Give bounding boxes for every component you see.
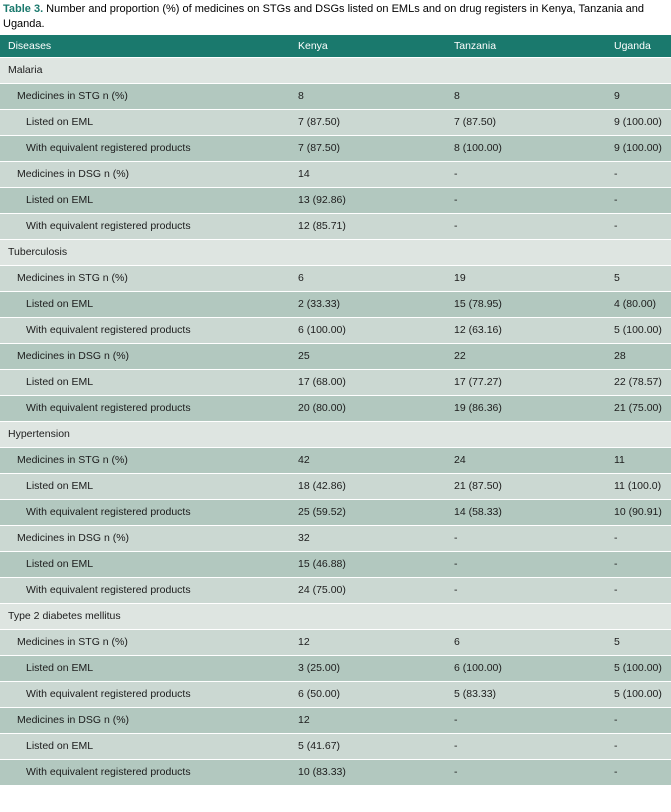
- cell-kenya: 25 (59.52): [290, 499, 446, 525]
- cell-uganda: -: [606, 551, 671, 577]
- table-row: [0, 213, 671, 239]
- cell-uganda: 9: [606, 83, 671, 109]
- cell-tanzania: -: [446, 759, 606, 785]
- cell-kenya: 25: [290, 343, 446, 369]
- table-row: [0, 343, 671, 369]
- cell-uganda: 5: [606, 629, 671, 655]
- cell-tanzania: 6 (100.00): [446, 655, 606, 681]
- table-row: [0, 447, 671, 473]
- cell-tanzania: -: [446, 551, 606, 577]
- table-row: [0, 369, 671, 395]
- row-label: Listed on EML: [0, 291, 290, 317]
- row-label: Medicines in DSG n (%): [0, 525, 290, 551]
- cell-uganda: -: [606, 707, 671, 733]
- cell-kenya: 18 (42.86): [290, 473, 446, 499]
- cell-uganda: -: [606, 759, 671, 785]
- table-header: [0, 35, 671, 57]
- row-label: Listed on EML: [0, 473, 290, 499]
- section-row: [0, 57, 671, 83]
- cell-uganda: 4 (80.00): [606, 291, 671, 317]
- row-label: Listed on EML: [0, 655, 290, 681]
- cell-tanzania: 8: [446, 83, 606, 109]
- cell-tanzania: -: [446, 577, 606, 603]
- cell-uganda: 5: [606, 265, 671, 291]
- cell-uganda: -: [606, 187, 671, 213]
- cell-kenya: 7 (87.50): [290, 109, 446, 135]
- cell-tanzania: -: [446, 213, 606, 239]
- section-label: Malaria: [0, 57, 671, 83]
- cell-kenya: 2 (33.33): [290, 291, 446, 317]
- table-row: [0, 109, 671, 135]
- cell-uganda: 11: [606, 447, 671, 473]
- column-header-uganda: Uganda: [606, 35, 671, 57]
- cell-kenya: 12: [290, 629, 446, 655]
- cell-uganda: -: [606, 525, 671, 551]
- cell-uganda: 9 (100.00): [606, 109, 671, 135]
- cell-tanzania: 6: [446, 629, 606, 655]
- cell-kenya: 6 (50.00): [290, 681, 446, 707]
- row-label: Medicines in STG n (%): [0, 629, 290, 655]
- cell-uganda: 5 (100.00): [606, 655, 671, 681]
- table-row: [0, 395, 671, 421]
- cell-kenya: 13 (92.86): [290, 187, 446, 213]
- row-label: Medicines in STG n (%): [0, 447, 290, 473]
- table-row: [0, 759, 671, 785]
- cell-tanzania: -: [446, 707, 606, 733]
- cell-tanzania: -: [446, 733, 606, 759]
- cell-tanzania: 8 (100.00): [446, 135, 606, 161]
- row-label: With equivalent registered products: [0, 395, 290, 421]
- table-row: [0, 733, 671, 759]
- row-label: Listed on EML: [0, 733, 290, 759]
- cell-kenya: 32: [290, 525, 446, 551]
- cell-kenya: 12: [290, 707, 446, 733]
- cell-kenya: 42: [290, 447, 446, 473]
- table-row: [0, 499, 671, 525]
- cell-kenya: 6 (100.00): [290, 317, 446, 343]
- cell-tanzania: 5 (83.33): [446, 681, 606, 707]
- header-row: [0, 35, 671, 57]
- cell-kenya: 14: [290, 161, 446, 187]
- cell-tanzania: -: [446, 525, 606, 551]
- table-row: [0, 681, 671, 707]
- row-label: Medicines in DSG n (%): [0, 707, 290, 733]
- table-body: [0, 57, 671, 785]
- cell-tanzania: 19: [446, 265, 606, 291]
- table-row: [0, 551, 671, 577]
- row-label: With equivalent registered products: [0, 681, 290, 707]
- cell-uganda: 11 (100.0): [606, 473, 671, 499]
- table-row: [0, 161, 671, 187]
- table-caption-text: Number and proportion (%) of medicines on STGs and DSGs listed on EMLs and on drug registers in Kenya, Tanzania and Uganda.: [3, 3, 644, 30]
- cell-tanzania: 12 (63.16): [446, 317, 606, 343]
- table-row: [0, 265, 671, 291]
- section-row: [0, 421, 671, 447]
- row-label: With equivalent registered products: [0, 135, 290, 161]
- cell-kenya: 24 (75.00): [290, 577, 446, 603]
- section-label: Hypertension: [0, 421, 671, 447]
- cell-uganda: 10 (90.91): [606, 499, 671, 525]
- cell-uganda: 21 (75.00): [606, 395, 671, 421]
- cell-kenya: 6: [290, 265, 446, 291]
- row-label: With equivalent registered products: [0, 213, 290, 239]
- row-label: With equivalent registered products: [0, 577, 290, 603]
- row-label: Listed on EML: [0, 551, 290, 577]
- cell-uganda: 28: [606, 343, 671, 369]
- table-number-label: Table 3.: [3, 3, 44, 15]
- table-caption: [0, 0, 671, 35]
- row-label: With equivalent registered products: [0, 499, 290, 525]
- table-row: [0, 473, 671, 499]
- cell-uganda: -: [606, 577, 671, 603]
- row-label: With equivalent registered products: [0, 759, 290, 785]
- table-row: [0, 707, 671, 733]
- section-label: Type 2 diabetes mellitus: [0, 603, 671, 629]
- cell-tanzania: 7 (87.50): [446, 109, 606, 135]
- cell-kenya: 8: [290, 83, 446, 109]
- table-row: [0, 291, 671, 317]
- table-row: [0, 83, 671, 109]
- row-label: Medicines in STG n (%): [0, 83, 290, 109]
- table-row: [0, 135, 671, 161]
- cell-uganda: -: [606, 733, 671, 759]
- cell-kenya: 3 (25.00): [290, 655, 446, 681]
- cell-kenya: 5 (41.67): [290, 733, 446, 759]
- cell-kenya: 17 (68.00): [290, 369, 446, 395]
- table-row: [0, 629, 671, 655]
- row-label: Listed on EML: [0, 369, 290, 395]
- table-row: [0, 577, 671, 603]
- cell-uganda: 9 (100.00): [606, 135, 671, 161]
- table-row: [0, 525, 671, 551]
- cell-uganda: 5 (100.00): [606, 681, 671, 707]
- cell-kenya: 10 (83.33): [290, 759, 446, 785]
- cell-uganda: -: [606, 213, 671, 239]
- cell-tanzania: -: [446, 161, 606, 187]
- cell-tanzania: 24: [446, 447, 606, 473]
- cell-uganda: -: [606, 161, 671, 187]
- medicines-table: [0, 35, 671, 786]
- row-label: Medicines in DSG n (%): [0, 161, 290, 187]
- row-label: Listed on EML: [0, 109, 290, 135]
- cell-tanzania: 15 (78.95): [446, 291, 606, 317]
- cell-uganda: 5 (100.00): [606, 317, 671, 343]
- cell-tanzania: 17 (77.27): [446, 369, 606, 395]
- cell-uganda: 22 (78.57): [606, 369, 671, 395]
- cell-tanzania: 14 (58.33): [446, 499, 606, 525]
- section-row: [0, 239, 671, 265]
- column-header-diseases: Diseases: [0, 35, 290, 57]
- cell-tanzania: 19 (86.36): [446, 395, 606, 421]
- cell-tanzania: 22: [446, 343, 606, 369]
- row-label: Listed on EML: [0, 187, 290, 213]
- column-header-tanzania: Tanzania: [446, 35, 606, 57]
- row-label: With equivalent registered products: [0, 317, 290, 343]
- table-row: [0, 317, 671, 343]
- cell-tanzania: -: [446, 187, 606, 213]
- row-label: Medicines in DSG n (%): [0, 343, 290, 369]
- cell-kenya: 15 (46.88): [290, 551, 446, 577]
- table-row: [0, 187, 671, 213]
- cell-kenya: 12 (85.71): [290, 213, 446, 239]
- section-row: [0, 603, 671, 629]
- section-label: Tuberculosis: [0, 239, 671, 265]
- table-row: [0, 655, 671, 681]
- row-label: Medicines in STG n (%): [0, 265, 290, 291]
- cell-tanzania: 21 (87.50): [446, 473, 606, 499]
- cell-kenya: 7 (87.50): [290, 135, 446, 161]
- cell-kenya: 20 (80.00): [290, 395, 446, 421]
- column-header-kenya: Kenya: [290, 35, 446, 57]
